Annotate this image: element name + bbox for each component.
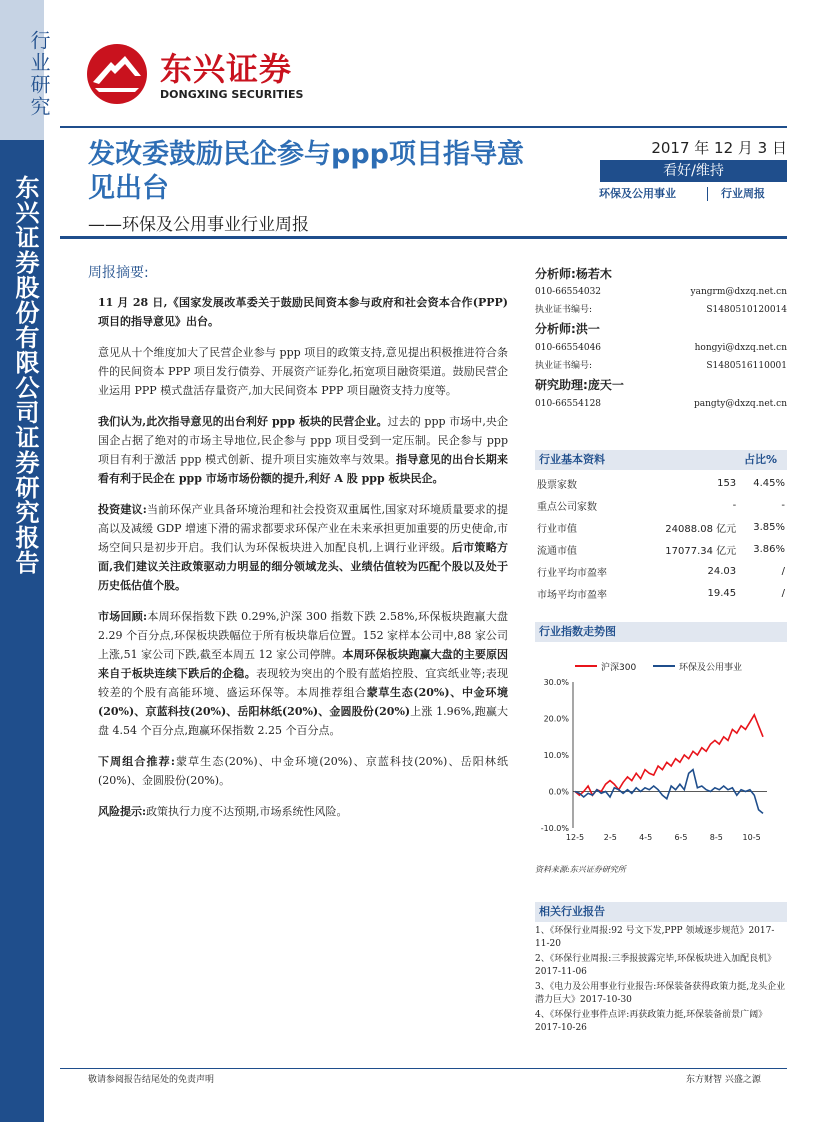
basic-data-value: - [732,499,737,511]
analyst-3: 研究助理:庞天一 [535,378,624,392]
analyst-1-email[interactable]: yangrm@dxzq.net.cn [690,287,787,297]
basic-data-heading: 行业基本资料 占比% [535,450,787,470]
basic-data-pct: 3.85% [753,521,785,533]
basic-data-label: 市场平均市盈率 [537,589,607,601]
basic-data-row [535,560,787,582]
sidebar-category: 行业研究 [0,0,44,140]
x-tick-label: 4-5 [639,833,653,842]
basic-data-row [535,494,787,516]
company-logo [85,42,325,112]
analyst-3-email[interactable]: pangty@dxzq.net.cn [693,399,787,409]
y-tick-label: 30.0% [543,678,569,687]
paragraph-6: 下周组合推荐:蒙草生态(20%)、中金环境(20%)、京蓝科技(20%)、岳阳林纸(20%)、金圆股份(20%)。 [98,755,508,787]
footer-disclaimer: 敬请参阅报告结尾处的免责声明 [88,1075,215,1085]
legend-label: 沪深300 [601,663,637,673]
footer-rule [60,1068,787,1069]
chart-heading: 行业指数走势图 [535,622,787,642]
basic-data-value: 24.03 [707,565,737,577]
rating-badge: 看好/维持 [600,160,787,182]
chart-source: 资料来源:东兴证券研究所 [535,865,626,874]
report-date: 2017 年 12 月 3 日 [651,139,787,157]
basic-data-value: 153 [717,477,737,489]
basic-data-pct: / [781,565,785,577]
paragraph-1: 11 月 28 日,《国家发展改革委关于鼓励民间资本参与政府和社会资本合作(PPP)项目的指导意见》出台。 [98,296,508,328]
report-tags [597,185,787,203]
analyst-2: 分析师:洪一 [535,322,600,336]
industry-index-chart [535,650,787,860]
basic-data-label: 重点公司家数 [537,501,597,513]
summary-heading: 周报摘要: [88,265,149,281]
basic-data-label: 流通市值 [537,545,577,557]
basic-data-label: 行业市值 [537,523,577,535]
x-tick-label: 2-5 [603,833,617,842]
y-tick-label: 10.0% [543,751,569,760]
paragraph-3: 我们认为,此次指导意见的出台利好 ppp 板块的民营企业。过去的 ppp 市场中,央企国企占据了绝对的市场主导地位,民企参与 ppp 项目受到一定压制。民企参与 ppp 项目有利于激活 ppp 模式创新、提升项目实施效率与效果。指导意见的出台长期来看有利于民企在 ppp 市场市场份额的提升,利好 A 股 ppp 板块民企。 [98,415,508,485]
analyst-1: 分析师:杨若木 [535,267,612,281]
header-rule [60,126,787,128]
basic-data-value: 19.45 [707,587,737,599]
y-tick-label: 20.0% [543,714,569,724]
basic-data-value: 17077.34 亿元 [665,545,737,557]
tag-type: 行业周报 [721,187,765,200]
paragraph-2: 意见从十个维度加大了民营企业参与 ppp 项目的政策支持,意见提出积极推进符合条件的民间资本 PPP 项目发行债券、开展资产证券化,拓宽项目融资渠道。鼓励民营企业运用 PPP 模式盘活存量资产,加大民间资本 PPP 项目融资支持力度等。 [98,346,508,397]
title-rule [60,236,787,239]
summary-body [98,293,508,833]
tag-divider [707,187,708,201]
related-report-item[interactable]: 2、《环保行业周报:三季报披露完毕,环保板块进入加配良机》2017-11-06 [535,954,777,977]
basic-data-pct: / [781,587,785,599]
basic-data-label: 行业平均市盈率 [537,567,607,579]
basic-data-pct: 3.86% [753,543,785,555]
basic-data-row [535,582,787,604]
y-tick-label: 0.0% [548,787,569,797]
sidebar-company: 东兴证券股份有限公司证券研究报告 [0,140,44,1122]
tag-sector: 环保及公用事业 [599,187,676,200]
basic-data-row [535,538,787,560]
footer-slogan: 东方财智 兴盛之源 [686,1075,761,1085]
basic-data-label: 股票家数 [537,479,577,491]
series-line-0 [575,715,763,795]
basic-data-row [535,472,787,494]
y-tick-label: -10.0% [540,824,569,833]
legend-label: 环保及公用事业 [679,663,743,673]
x-tick-label: 12-5 [565,833,585,842]
paragraph-5: 市场回顾:本周环保指数下跌 0.29%,沪深 300 指数下跌 2.58%,环保板块跑赢大盘 2.29 个百分点,环保板块跌幅位于所有板块靠后位置。152 家样本公司中,88 家公司上涨,51 家公司下跌,截至本周五 12 家公司停牌。本周环保板块跑赢大盘的主要原因来自于板块连续下跌后的企稳。表现较为突出的个股有蓝焰控股、宜宾纸业等;表现较差的个股有高能环境、盛运环保等。本周推荐组合蒙草生态(20%)、中金环境(20%)、京蓝科技(20%)、岳阳林纸(20%)、金圆股份(20%)上涨 1.96%,跑赢大盘 4.54 个百分点,跑赢环保指数 2.25 个百分点。 [98,610,508,737]
paragraph-7: 风险提示:政策执行力度不达预期,市场系统性风险。 [98,805,348,818]
related-reports [535,925,787,1037]
logo-emblem-icon [85,42,149,106]
related-report-item[interactable]: 3、《电力及公用事业行业报告:环保装备获得政策力挺,龙头企业潜力巨大》2017-10-30 [535,982,786,1005]
basic-data-table [535,472,787,604]
x-tick-label: 10-5 [742,833,761,842]
related-report-item[interactable]: 4、《环保行业事件点评:再获政策力挺,环保装备前景广阔》2017-10-26 [535,1010,768,1033]
report-subtitle: ——环保及公用事业行业周报 [88,215,309,235]
x-tick-label: 8-5 [709,833,723,842]
x-tick-label: 6-5 [674,833,688,842]
related-heading: 相关行业报告 [535,902,787,922]
related-report-item[interactable]: 1、《环保行业周报:92 号文下发,PPP 领域逐步规范》2017-11-20 [535,926,775,949]
basic-data-pct: - [781,499,785,511]
logo-text-en: DONGXING SECURITIES [160,88,304,101]
basic-data-row [535,516,787,538]
analyst-2-email[interactable]: hongyi@dxzq.net.cn [694,343,787,353]
logo-text-cn: 东兴证券 [160,50,293,88]
report-title: 发改委鼓励民企参与ppp项目指导意见出台 [88,139,524,204]
basic-data-value: 24088.08 亿元 [665,523,737,535]
paragraph-4: 投资建议:当前环保产业具备环境治理和社会投资双重属性,国家对环境质量要求的提高以及减缓 GDP 增速下滑的需求都要求环保产业在未来承担更加重要的历史使命,市场空间只是初步开启。我们认为环保板块进入加配良机,上调行业评级。后市策略方面,我们建议关注政策驱动力明显的细分领域龙头、业绩估值较为匹配个股以及处于历史低估值个股。 [98,503,509,592]
basic-data-pct: 4.45% [753,477,785,489]
